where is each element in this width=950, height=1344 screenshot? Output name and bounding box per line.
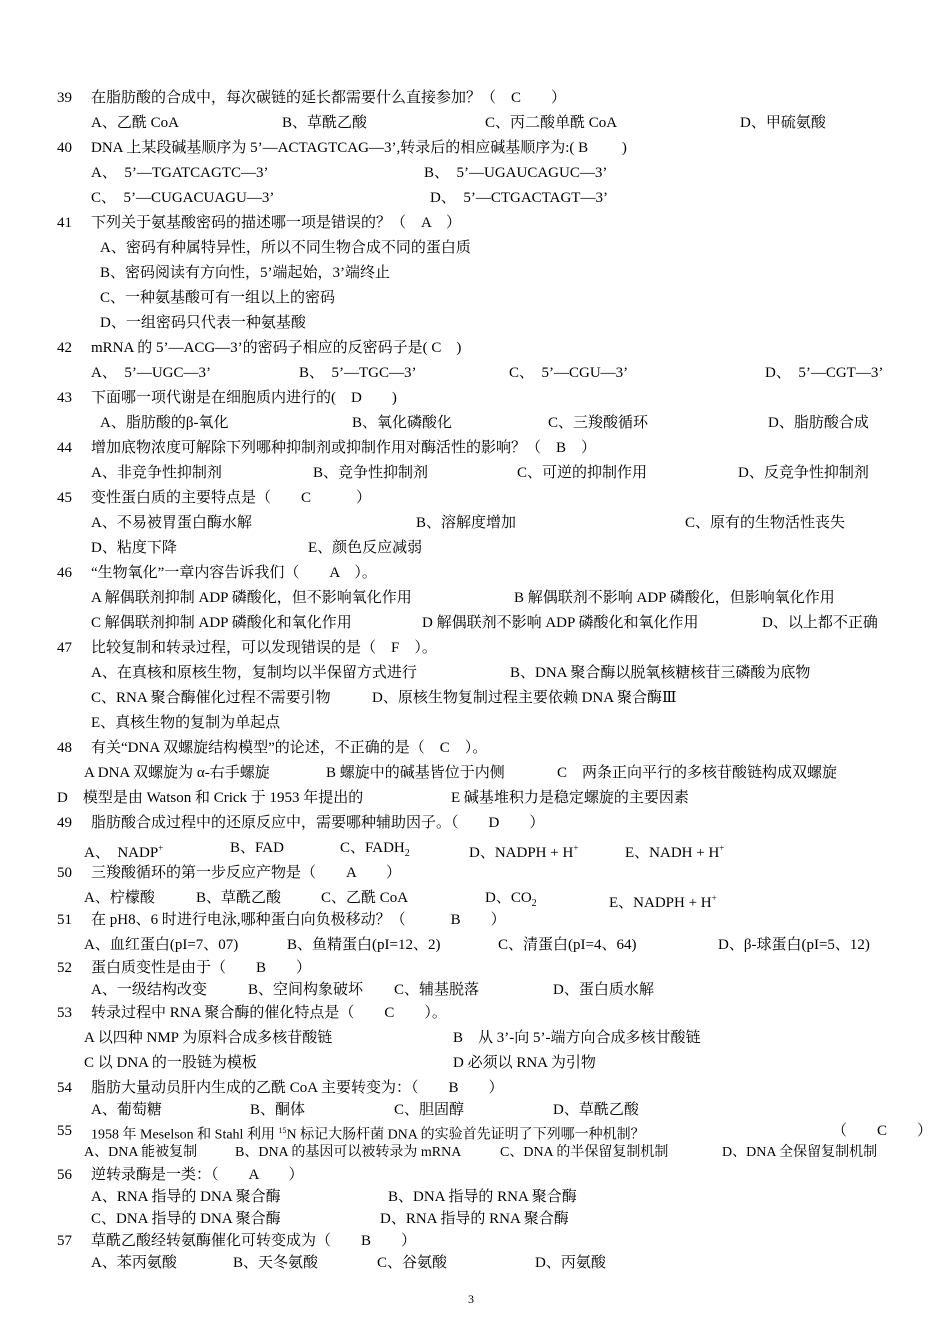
question-text: 脂肪大量动员肝内生成的乙酰 CoA 主要转变为：（ B ） — [91, 1080, 504, 1096]
option-a: A、 5’—TGATCAGTC—3’ — [91, 165, 269, 181]
option-a: A 以四种 NMP 为原料合成多核苷酸链 — [84, 1030, 333, 1046]
option-b: B、酮体 — [250, 1102, 306, 1118]
question-text: 1958 年 Meselson 和 Stahl 利用 $^{15}$N 标记大肠杆菌 DNA 的实验首先证明了下列哪一种机制？ — [91, 1126, 645, 1143]
option-b: B、氧化磷酸化 — [352, 415, 453, 431]
question-text: “生物氧化”一章内容告诉我们（ A ）。 — [91, 565, 377, 581]
option-b: B、FAD — [230, 840, 284, 856]
option-a: A DNA 双螺旋为 α-右手螺旋 — [84, 765, 270, 781]
question-number: 49 — [57, 815, 72, 831]
option-c: C、原有的生物活性丧失 — [685, 515, 846, 531]
question-number: 51 — [57, 912, 72, 928]
option-a: A、苯丙氨酸 — [91, 1255, 177, 1271]
option-c: C 解偶联剂抑制 ADP 磷酸化和氧化作用 — [91, 615, 352, 631]
question-text: 三羧酸循环的第一步反应产物是（ A ） — [91, 865, 402, 881]
option-c: C、RNA 聚合酶催化过程不需要引物 — [91, 690, 331, 706]
question-text: DNA 上某段碱基顺序为 5’—ACTAGTCAG—3’,转录后的相应碱基顺序为:( B ) — [91, 140, 627, 156]
question-text: mRNA 的 5’—ACG—3’的密码子相应的反密码子是( C ) — [91, 340, 462, 356]
option-d: D 必须以 RNA 为引物 — [453, 1055, 596, 1071]
question-text: 增加底物浓度可解除下列哪种抑制剂或抑制作用对酶活性的影响？（ B ） — [91, 440, 597, 456]
option-d: D、$CO_2$ — [485, 890, 537, 909]
option-b: B、 5’—TGC—3’ — [299, 365, 417, 381]
option-a: A 解偶联剂抑制 ADP 磷酸化，但不影响氧化作用 — [91, 590, 412, 606]
question-text: 脂肪酸合成过程中的还原反应中，需要哪种辅助因子。（ D ） — [91, 815, 545, 831]
option-d: D、原核生物复制过程主要依赖 DNA 聚合酶Ⅲ — [372, 690, 677, 706]
question-number: 52 — [57, 960, 72, 976]
option-c: C、乙酰 CoA — [321, 890, 409, 906]
option-e: E、NADH + H+ — [625, 843, 725, 861]
answer-mark: （ C ） — [832, 1123, 933, 1139]
option-b: B、 5’—UGAUCAGUC—3’ — [424, 165, 608, 181]
option-a: A、乙酰 CoA — [91, 115, 179, 131]
question-number: 50 — [57, 865, 72, 881]
option-c: C 以 DNA 的一股链为模板 — [84, 1055, 257, 1071]
option-e: E、颜色反应减弱 — [308, 540, 423, 556]
option-c: C、$FADH_2$ — [340, 840, 410, 859]
question-number: 53 — [57, 1005, 72, 1021]
question-number: 41 — [57, 215, 72, 231]
option-d: D、甲硫氨酸 — [740, 115, 826, 131]
question-text: 蛋白质变性是由于（ B ） — [91, 960, 312, 976]
option-a: A、葡萄糖 — [91, 1102, 162, 1118]
option-a: A、 NADP+ — [84, 843, 164, 861]
question-text: 在脂肪酸的合成中，每次碳链的延长都需要什么直接参加？（ C ） — [91, 90, 567, 106]
option-a: A、非竞争性抑制剂 — [91, 465, 222, 481]
option-c: C、三羧酸循环 — [548, 415, 649, 431]
option-d: D、 5’—CGT—3’ — [765, 365, 884, 381]
option-c: C、辅基脱落 — [394, 982, 480, 998]
option-b: B 螺旋中的碱基皆位于内侧 — [326, 765, 505, 781]
question-number: 43 — [57, 390, 72, 406]
question-number: 54 — [57, 1080, 72, 1096]
option-d: D 模型是由 Watson 和 Crick 于 1953 年提出的 — [57, 790, 364, 806]
option-c: C、胆固醇 — [394, 1102, 465, 1118]
option-a: A、柠檬酸 — [84, 890, 155, 906]
option-e: E 碱基堆积力是稳定螺旋的主要因素 — [451, 790, 689, 806]
option-b: B、密码阅读有方向性，5’端起始，3’端终止 — [100, 265, 390, 281]
option-a: A、脂肪酸的β-氧化 — [100, 415, 229, 431]
option-a: A、 5’—UGC—3’ — [91, 365, 211, 381]
option-b: B、空间构象破坏 — [248, 982, 364, 998]
option-d: D、NADPH + H+ — [469, 843, 579, 861]
option-b: B、DNA 的基因可以被转录为 mRNA — [235, 1145, 462, 1160]
option-b: B、竞争性抑制剂 — [313, 465, 429, 481]
question-text: 变性蛋白质的主要特点是（ C ） — [91, 490, 372, 506]
option-c: C、DNA 的半保留复制机制 — [500, 1145, 669, 1160]
question-number: 42 — [57, 340, 72, 356]
option-a: A、DNA 能被复制 — [84, 1145, 198, 1160]
question-number: 57 — [57, 1233, 72, 1249]
option-d: D、蛋白质水解 — [553, 982, 654, 998]
option-e: E、真核生物的复制为单起点 — [91, 715, 281, 731]
option-b: B、草酰乙酸 — [282, 115, 368, 131]
question-text: 下列关于氨基酸密码的描述哪一项是错误的？（ A ） — [91, 215, 462, 231]
option-d: D、β-球蛋白(pI=5、12) — [718, 937, 870, 953]
question-number: 44 — [57, 440, 72, 456]
question-text: 比较复制和转录过程，可以发现错误的是（ F ）。 — [91, 640, 437, 656]
question-number: 40 — [57, 140, 72, 156]
option-a: A、在真核和原核生物，复制均以半保留方式进行 — [91, 665, 417, 681]
question-text: 下面哪一项代谢是在细胞质内进行的( D ) — [91, 390, 397, 406]
option-b: B、溶解度增加 — [416, 515, 517, 531]
option-a: A、不易被胃蛋白酶水解 — [91, 515, 252, 531]
option-d: D 解偶联剂不影响 ADP 磷酸化和氧化作用 — [422, 615, 699, 631]
option-c: C、DNA 指导的 DNA 聚合酶 — [91, 1211, 281, 1227]
option-c: C、丙二酸单酰 CoA — [485, 115, 618, 131]
option-a: A、密码有种属特异性，所以不同生物合成不同的蛋白质 — [100, 240, 471, 256]
option-b: B、鱼精蛋白(pI=12、2) — [287, 937, 441, 953]
option-d: D、DNA 全保留复制机制 — [722, 1145, 878, 1160]
option-d: D、反竞争性抑制剂 — [738, 465, 869, 481]
option-d: D、RNA 指导的 RNA 聚合酶 — [380, 1211, 569, 1227]
option-d: D、一组密码只代表一种氨基酸 — [100, 315, 306, 331]
option-b: B、DNA 指导的 RNA 聚合酶 — [388, 1189, 577, 1205]
option-b: B、DNA 聚合酶以脱氧核糖核苷三磷酸为底物 — [510, 665, 811, 681]
question-number: 46 — [57, 565, 72, 581]
option-c: C、一种氨基酸可有一组以上的密码 — [100, 290, 336, 306]
question-number: 45 — [57, 490, 72, 506]
option-d: D、 5’—CTGACTAGT—3’ — [430, 190, 608, 206]
option-a: A、血红蛋白(pI=7、07) — [84, 937, 239, 953]
option-b: B、草酰乙酸 — [196, 890, 282, 906]
option-b: B、天冬氨酸 — [233, 1255, 319, 1271]
option-c: C、谷氨酸 — [377, 1255, 448, 1271]
option-e: E、NADPH + H+ — [609, 893, 717, 911]
option-d: D、粘度下降 — [91, 540, 177, 556]
question-number: 56 — [57, 1167, 72, 1183]
option-b: B 解偶联剂不影响 ADP 磷酸化，但影响氧化作用 — [514, 590, 835, 606]
question-number: 48 — [57, 740, 72, 756]
option-d: D、脂肪酸合成 — [768, 415, 869, 431]
option-c: C、 5’—CUGACUAGU—3’ — [91, 190, 275, 206]
option-a: A、一级结构改变 — [91, 982, 207, 998]
question-text: 转录过程中 RNA 聚合酶的催化特点是（ C ）。 — [91, 1005, 447, 1021]
question-number: 39 — [57, 90, 72, 106]
question-text: 逆转录酶是一类：（ A ） — [91, 1167, 304, 1183]
question-text: 在 pH8、6 时进行电泳,哪种蛋白向负极移动？（ B ） — [91, 912, 506, 928]
option-b: B 从 3’-向 5’-端方向合成多核甘酸链 — [453, 1030, 701, 1046]
option-c: C、清蛋白(pI=4、64) — [498, 937, 637, 953]
option-c: C 两条正向平行的多核苷酸链构成双螺旋 — [557, 765, 838, 781]
page-number: 3 — [468, 1292, 474, 1306]
option-c: C、可逆的抑制作用 — [517, 465, 648, 481]
option-d: D、草酰乙酸 — [553, 1102, 639, 1118]
option-c: C、 5’—CGU—3’ — [509, 365, 629, 381]
option-a: A、RNA 指导的 DNA 聚合酶 — [91, 1189, 281, 1205]
option-d: D、丙氨酸 — [535, 1255, 606, 1271]
option-e: D、以上都不正确 — [762, 615, 878, 631]
question-number: 55 — [57, 1123, 72, 1139]
question-text: 有关“DNA 双螺旋结构模型”的论述，不正确的是（ C ）。 — [91, 740, 488, 756]
question-text: 草酰乙酸经转氨酶催化可转变成为（ B ） — [91, 1233, 417, 1249]
question-number: 47 — [57, 640, 72, 656]
